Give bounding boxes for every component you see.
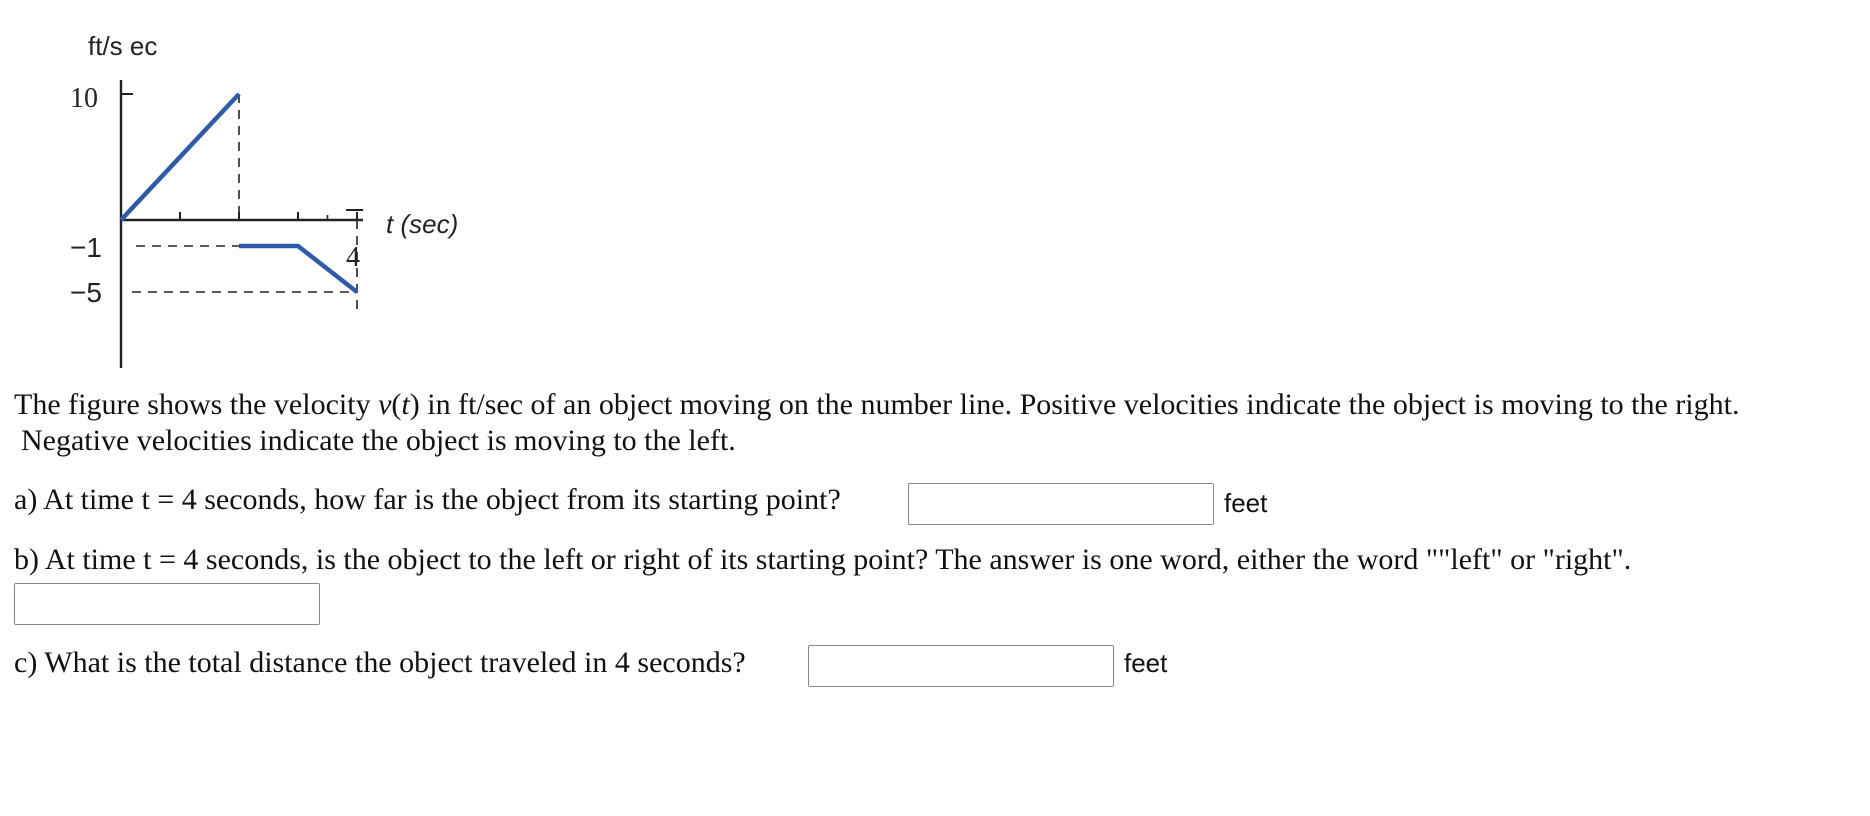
x-tick-label-4: 4 [346,242,360,273]
answer-a-unit: feet [1224,488,1268,518]
answer-b-input[interactable] [14,583,320,625]
velocity-graph [0,0,480,380]
graph-guides [132,94,357,312]
intro-open-paren: ( [391,388,402,421]
velocity-segment-1 [121,94,239,220]
answer-c-input[interactable] [808,645,1114,687]
intro-velocity-t: t [401,388,410,421]
intro-text-1e: ) in ft/sec of an object moving on the number line. Positive velocities indicate the object is moving to the right. [409,388,1740,421]
y-tick-label-10: 10 [70,83,98,114]
graph-ticks [121,94,363,220]
intro-line-1 [14,387,1739,423]
question-a-text: a) At time t = 4 seconds, how far is the object from its starting point? [14,483,841,516]
velocity-segment-2 [239,246,357,292]
answer-a-input[interactable] [908,483,1214,525]
intro-line-2: Negative velocities indicate the object is moving to the left. [21,424,736,457]
answer-c-unit: feet [1124,648,1168,678]
graph-axes [121,80,363,368]
intro-text-1a: The figure shows the velocity [14,388,379,421]
y-axis-label: ft/s ec [88,31,158,61]
y-tick-label-neg5: −5 [70,277,102,308]
intro-velocity-v: v [378,388,392,421]
x-axis-label: t (sec) [386,209,459,239]
question-b-text: b) At time t = 4 seconds, is the object to the left or right of its starting point? The answer is one word, either the word ""left" or "right". [14,543,1632,576]
question-c-text: c) What is the total distance the object traveled in 4 seconds? [14,646,746,679]
y-tick-label-neg1: −1 [70,232,102,263]
